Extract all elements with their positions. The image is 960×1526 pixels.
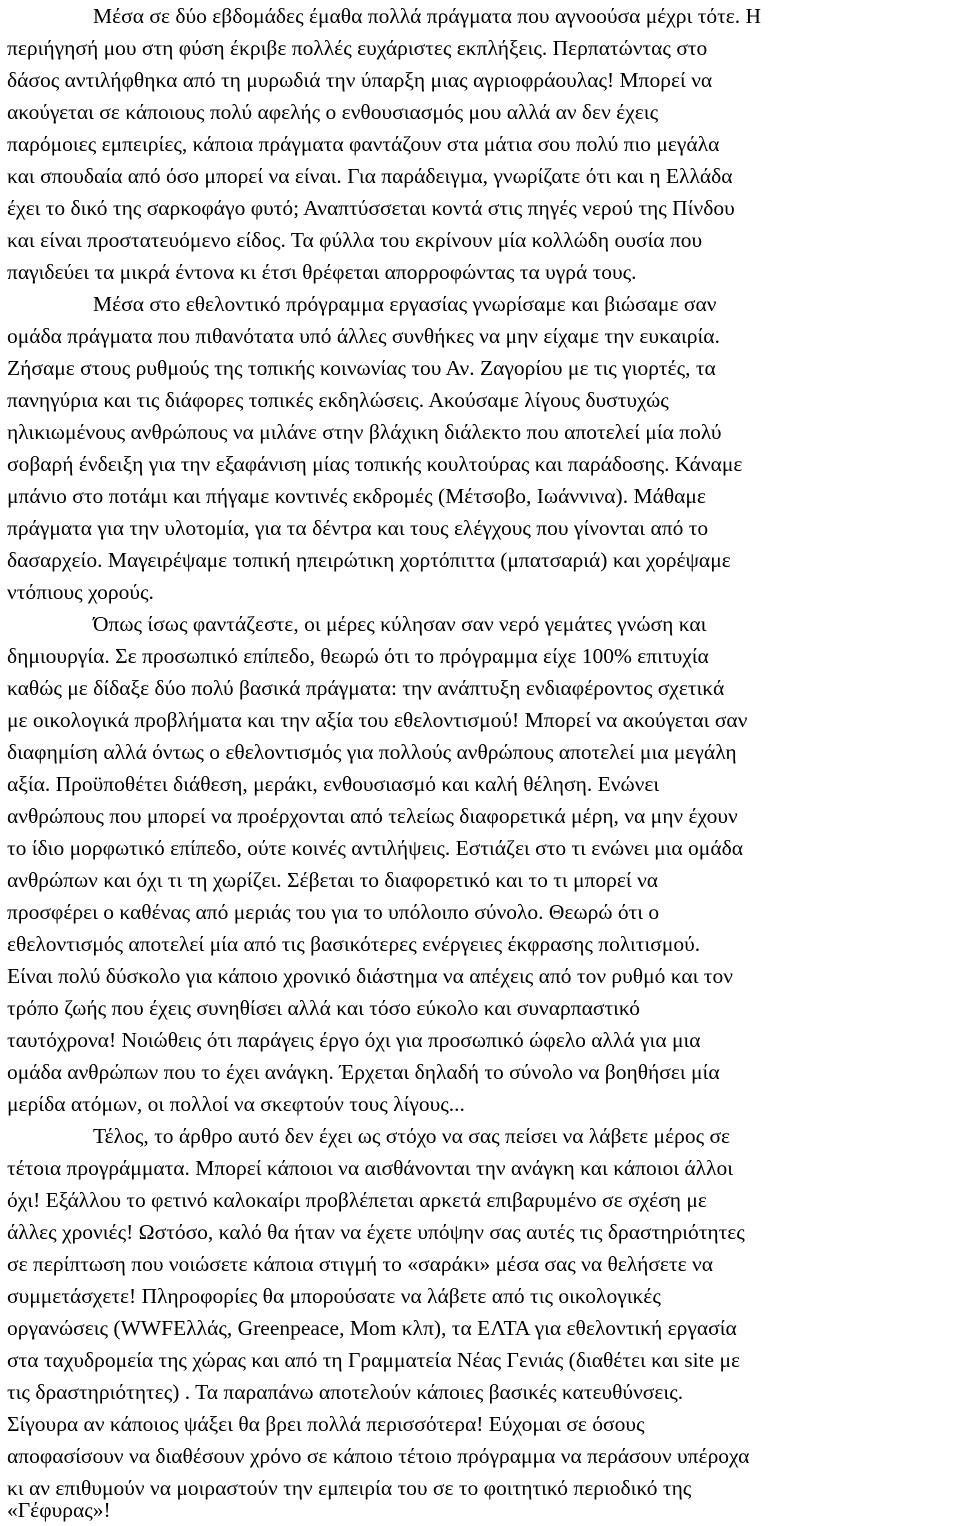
text-line-16: μπάνιο στο ποτάμι και πήγαμε κοντινές εκδρομές (Μέτσοβο, Ιωάννινα). Μάθαμε bbox=[7, 484, 706, 508]
text-line-34: ομάδα ανθρώπων που το έχει ανάγκη. Έρχεται δηλαδή το σύνολο να βοηθήσει μία bbox=[7, 1060, 720, 1084]
text-line-36: Τέλος, το άρθρο αυτό δεν έχει ως στόχο να σας πείσει να λάβετε μέρος σε bbox=[93, 1124, 731, 1148]
text-line-11: ομάδα πράγματα που πιθανότατα υπό άλλες συνθήκες να μην είχαμε την ευκαιρία. bbox=[7, 324, 720, 348]
text-line-29: προσφέρει ο καθένας από μεριάς του για το υπόλοιπο σύνολο. Θεωρώ ότι ο bbox=[7, 900, 660, 924]
text-line-24: διαφημίση αλλά όντως ο εθελοντισμός για πολλούς ανθρώπους αποτελεί μια μεγάλη bbox=[7, 740, 737, 764]
text-line-8: και είναι προστατευόμενο είδος. Τα φύλλα του εκρίνουν μία κολλώδη ουσία που bbox=[7, 228, 703, 252]
text-line-5: παρόμοιες εμπειρίες, κάποια πράγματα φαντάζουν στα μάτια σου πολύ πιο μεγάλα bbox=[7, 132, 720, 156]
text-line-4: ακούγεται σε κάποιους πολύ αφελής ο ενθουσιασμός μου αλλά αν δεν έχεις bbox=[7, 100, 659, 124]
text-line-17: πράγματα για την υλοτομία, για τα δέντρα και τους ελέγχους που γίνονται από το bbox=[7, 516, 709, 540]
text-line-9: παγιδεύει τα μικρά έντονα κι έτσι θρέφεται απορροφώντας τα υγρά τους. bbox=[7, 260, 637, 284]
text-line-19: ντόπιους χορούς. bbox=[7, 580, 154, 604]
text-line-12: Ζήσαμε στους ρυθμούς της τοπικής κοινωνίας του Αν. Ζαγορίου με τις γιορτές, τα bbox=[7, 356, 716, 380]
text-line-23: με οικολογικά προβλήματα και την αξία του εθελοντισμού! Μπορεί να ακούγεται σαν bbox=[7, 708, 748, 732]
text-line-20: Όπως ίσως φαντάζεστε, οι μέρες κύλησαν σαν νερό γεμάτες γνώση και bbox=[93, 612, 707, 636]
text-line-42: οργανώσεις (WWFΕλλάς, Greenpeace, Mom κλπ), τα ΕΛΤΑ για εθελοντική εργασία bbox=[7, 1316, 737, 1340]
text-line-40: σε περίπτωση που νοιώσετε κάποια στιγμή το «σαράκι» μέσα σας να θελήσετε να bbox=[7, 1252, 713, 1276]
text-line-21: δημιουργία. Σε προσωπικό επίπεδο, θεωρώ ότι το πρόγραμμα είχε 100% επιτυχία bbox=[7, 644, 709, 668]
text-line-10: Μέσα στο εθελοντικό πρόγραμμα εργασίας γνωρίσαμε και βιώσαμε σαν bbox=[93, 292, 717, 316]
text-line-25: αξία. Προϋποθέτει διάθεση, μεράκι, ενθουσιασμό και καλή θέληση. Ενώνει bbox=[7, 772, 660, 796]
text-line-3: δάσος αντιλήφθηκα από τη μυρωδιά την ύπαρξη μιας αγριοφράουλας! Μπορεί να bbox=[7, 68, 713, 92]
text-line-26: ανθρώπους που μπορεί να προέρχονται από τελείως διαφορετικά μέρη, να μην έχουν bbox=[7, 804, 738, 828]
text-line-47: κι αν επιθυμούν να μοιραστούν την εμπειρία του σε το φοιτητικό περιοδικό της bbox=[7, 1476, 692, 1500]
text-line-32: τρόπο ζωής που έχεις συνηθίσει αλλά και τόσο εύκολο και συναρπαστικό bbox=[7, 996, 640, 1020]
text-line-2: περιήγησή μου στη φύση έκριβε πολλές ευχάριστες εκπλήξεις. Περπατώντας στο bbox=[7, 36, 708, 60]
text-line-39: άλλες χρονιές! Ωστόσο, καλό θα ήταν να έχετε υπόψην σας αυτές τις δραστηριότητες bbox=[7, 1220, 745, 1244]
text-line-31: Είναι πολύ δύσκολο για κάποιο χρονικό διάστημα να απέχεις από τον ρυθμό και τον bbox=[7, 964, 733, 988]
text-line-7: έχει το δικό της σαρκοφάγο φυτό; Αναπτύσσεται κοντά στις πηγές νερού της Πίνδου bbox=[7, 196, 735, 220]
text-line-1: Μέσα σε δύο εβδομάδες έμαθα πολλά πράγματα που αγνοούσα μέχρι τότε. Η bbox=[93, 4, 762, 28]
text-line-22: καθώς με δίδαξε δύο πολύ βασικά πράγματα: την ανάπτυξη ενδιαφέροντος σχετικά bbox=[7, 676, 725, 700]
text-line-48: «Γέφυρας»! bbox=[7, 1498, 111, 1522]
text-line-18: δασαρχείο. Μαγειρέψαμε τοπική ηπειρώτικη χορτόπιττα (μπατσαριά) και χορέψαμε bbox=[7, 548, 731, 572]
text-line-14: ηλικιωμένους ανθρώπους να μιλάνε στην βλάχικη διάλεκτο που αποτελεί μία πολύ bbox=[7, 420, 722, 444]
text-line-15: σοβαρή ένδειξη για την εξαφάνιση μίας τοπικής κουλτούρας και παράδοσης. Κάναμε bbox=[7, 452, 743, 476]
text-line-37: τέτοια προγράμματα. Μπορεί κάποιοι να αισθάνονται την ανάγκη και κάποιοι άλλοι bbox=[7, 1156, 734, 1180]
text-line-45: Σίγουρα αν κάποιος ψάξει θα βρει πολλά περισσότερα! Εύχομαι σε όσους bbox=[7, 1412, 645, 1436]
text-line-33: ταυτόχρονα! Νοιώθεις ότι παράγεις έργο όχι για προσωπικό ώφελο αλλά για μια bbox=[7, 1028, 701, 1052]
text-line-6: και σπουδαία από όσο μπορεί να είναι. Για παράδειγμα, γνωρίζατε ότι και η Ελλάδα bbox=[7, 164, 733, 188]
text-line-44: τις δραστηριότητες) . Τα παραπάνω αποτελούν κάποιες βασικές κατευθύνσεις. bbox=[7, 1380, 684, 1404]
text-line-28: ανθρώπων και όχι τι τη χωρίζει. Σέβεται το διαφορετικό και το τι μπορεί να bbox=[7, 868, 659, 892]
text-line-13: πανηγύρια και τις διάφορες τοπικές εκδηλώσεις. Ακούσαμε λίγους δυστυχώς bbox=[7, 388, 669, 412]
text-line-41: συμμετάσχετε! Πληροφορίες θα μπορούσατε να λάβετε από τις οικολογικές bbox=[7, 1284, 661, 1308]
text-line-43: στα ταχυδρομεία της χώρας και από τη Γραμματεία Νέας Γενιάς (διαθέτει και site με bbox=[7, 1348, 741, 1372]
text-line-27: το ίδιο μορφωτικό επίπεδο, ούτε κοινές αντιλήψεις. Εστιάζει στο τι ενώνει μια ομάδα bbox=[7, 836, 743, 860]
text-line-35: μερίδα ατόμων, οι πολλοί να σκεφτούν τους λίγους... bbox=[7, 1092, 465, 1116]
text-line-38: όχι! Εξάλλου το φετινό καλοκαίρι προβλέπεται αρκετά επιβαρυμένο σε σχέση με bbox=[7, 1188, 707, 1212]
text-line-30: εθελοντισμός αποτελεί μία από τις βασικότερες ενέργειες έκφρασης πολιτισμού. bbox=[7, 932, 701, 956]
text-line-46: αποφασίσουν να διαθέσουν χρόνο σε κάποιο τέτοιο πρόγραμμα να περάσουν υπέροχα bbox=[7, 1444, 750, 1468]
